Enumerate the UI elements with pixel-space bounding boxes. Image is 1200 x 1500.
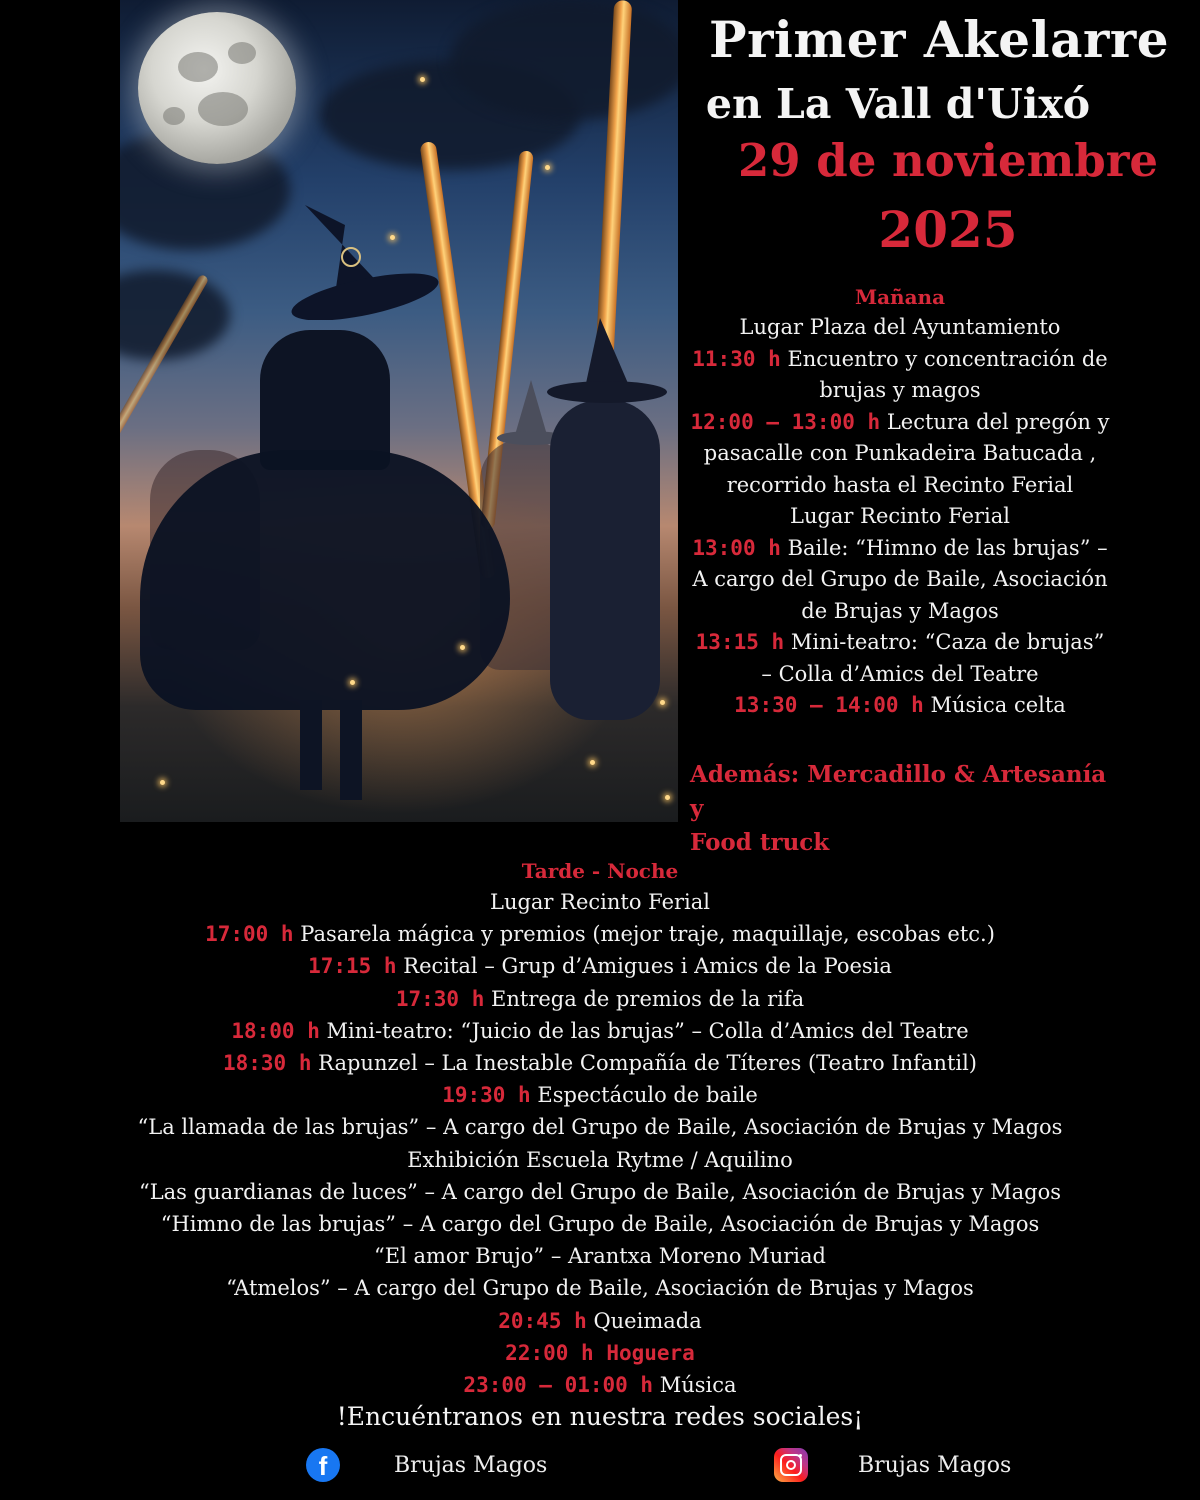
facebook-icon[interactable]: f — [306, 1448, 340, 1482]
facebook-handle[interactable]: Brujas Magos — [394, 1452, 548, 1478]
schedule-line: 13:30 – 14:00 h Música celta — [734, 693, 1066, 717]
schedule-line: Lugar Recinto Ferial — [790, 504, 1010, 528]
main-witch-dress — [140, 450, 510, 710]
main-witch-leg — [340, 700, 362, 800]
tree-foliage — [450, 0, 678, 120]
schedule-line: Exhibición Escuela Rytme / Aquilino — [407, 1147, 793, 1172]
schedule-line: – Colla d’Amics del Teatre — [761, 661, 1039, 686]
title-line-2: en La Vall d'Uixó — [705, 80, 1091, 128]
witch-hat — [545, 318, 670, 408]
extras-line-2: Food truck — [690, 829, 830, 856]
tree-foliage — [120, 270, 230, 360]
schedule-line: 17:30 h Entrega de premios de la rifa — [395, 986, 805, 1011]
extras-note — [690, 758, 1120, 860]
evening-heading: Tarde - Noche — [521, 859, 679, 883]
schedule-line: 17:15 h Recital – Grup d’Amigues i Amics de la Poesia — [308, 954, 892, 979]
event-date: 29 de noviembre — [737, 134, 1159, 187]
schedule-line: “El amor Brujo” – Arantxa Moreno Muriad — [374, 1244, 826, 1269]
schedule-line: 17:00 h Pasarela mágica y premios (mejor traje, maquillaje, escobas etc.) — [205, 922, 995, 947]
witch-hat — [285, 205, 440, 320]
full-moon — [138, 12, 296, 164]
morning-schedule — [680, 282, 1120, 722]
schedule-line: brujas y magos — [819, 378, 981, 402]
schedule-line: 12:00 – 13:00 h Lectura del pregón y — [690, 409, 1110, 434]
schedule-line: A cargo del Grupo de Baile, Asociación — [692, 567, 1108, 591]
schedule-line: 20:45 h Queimada — [498, 1308, 702, 1333]
schedule-line: 13:00 h Baile: “Himno de las brujas” – — [692, 535, 1108, 560]
facebook-link[interactable] — [306, 1448, 547, 1482]
main-witch-torso — [260, 330, 390, 470]
schedule-line: 18:30 h Rapunzel – La Inestable Compañía de Títeres (Teatro Infantil) — [222, 1051, 978, 1076]
social-call-to-action: !Encuéntranos en nuestra redes sociales¡ — [336, 1402, 864, 1431]
schedule-line: de Brujas y Magos — [801, 598, 999, 623]
extras-line-1: Además: Mercadillo & Artesanía y — [690, 761, 1107, 822]
instagram-icon[interactable] — [774, 1448, 808, 1482]
instagram-handle[interactable]: Brujas Magos — [858, 1452, 1012, 1478]
main-witch-leg — [300, 700, 322, 790]
schedule-line: 19:30 h Espectáculo de baile — [442, 1083, 758, 1108]
schedule-line: 11:30 h Encuentro y concentración de — [692, 346, 1108, 371]
poster-illustration — [120, 0, 678, 822]
schedule-line: 23:00 – 01:00 h Música — [463, 1373, 737, 1398]
morning-heading: Mañana — [854, 285, 946, 309]
schedule-line: 18:00 h Mini-teatro: “Juicio de las brujas” – Colla d’Amics del Teatre — [231, 1018, 969, 1043]
instagram-link[interactable] — [774, 1448, 1011, 1482]
schedule-line: pasacalle con Punkadeira Batucada , — [703, 441, 1097, 465]
event-year: 2025 — [878, 200, 1018, 259]
schedule-line: “La llamada de las brujas” – A cargo del Grupo de Baile, Asociación de Brujas y Magos — [137, 1115, 1063, 1140]
evening-schedule — [0, 856, 1200, 1401]
schedule-line: Lugar Recinto Ferial — [490, 890, 710, 914]
title-line-1: Primer Akelarre — [708, 10, 1170, 69]
schedule-line: recorrido hasta el Recinto Ferial — [726, 472, 1074, 497]
schedule-line: 22:00 h Hoguera — [505, 1340, 695, 1365]
schedule-line: “Himno de las brujas” – A cargo del Grupo de Baile, Asociación de Brujas y Magos — [160, 1212, 1040, 1237]
schedule-line: Lugar Plaza del Ayuntamiento — [739, 315, 1061, 339]
schedule-line: “Atmelos” – A cargo del Grupo de Baile, Asociación de Brujas y Magos — [226, 1276, 974, 1301]
schedule-line: “Las guardianas de luces” – A cargo del Grupo de Baile, Asociación de Brujas y Magos — [138, 1179, 1062, 1204]
schedule-line: 13:15 h Mini-teatro: “Caza de brujas” — [695, 630, 1105, 654]
background-witch — [550, 400, 660, 720]
